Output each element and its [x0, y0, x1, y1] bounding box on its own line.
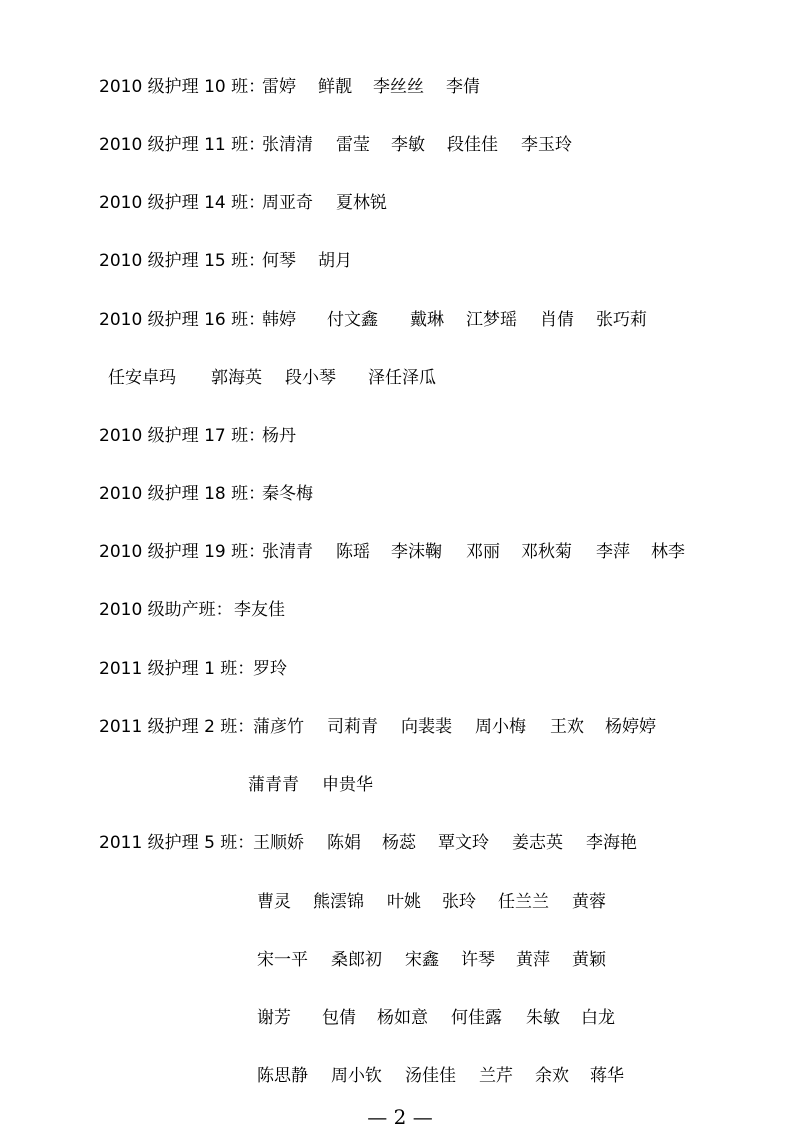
class-label: 2010 级助产班： — [99, 600, 233, 620]
student-name: 夏林锐 — [336, 193, 387, 213]
student-name: 任安卓玛 — [108, 368, 176, 388]
student-name: 付文鑫 — [327, 310, 378, 330]
student-name: 周亚奇 — [262, 193, 313, 213]
student-name: 李丝丝 — [373, 77, 424, 97]
student-name: 秦冬梅 — [262, 484, 313, 504]
student-name: 司莉青 — [327, 717, 378, 737]
student-name: 向裴裴 — [401, 717, 452, 737]
student-name: 任兰兰 — [498, 892, 549, 912]
student-name: 李海艳 — [586, 833, 637, 853]
class-label: 2010 级护理 19 班： — [99, 542, 266, 562]
student-name: 宋一平 — [257, 950, 308, 970]
class-label: 2010 级护理 15 班： — [99, 251, 266, 271]
class-label: 2011 级护理 5 班： — [99, 833, 255, 853]
class-label: 2010 级护理 14 班： — [99, 193, 266, 213]
student-name: 张巧莉 — [596, 310, 647, 330]
student-name: 雷莹 — [336, 135, 370, 155]
student-name: 雷婷 — [262, 77, 296, 97]
student-name: 泽任泽瓜 — [368, 368, 436, 388]
student-name: 胡月 — [318, 251, 352, 271]
student-name: 韩婷 — [262, 310, 296, 330]
student-name: 罗玲 — [253, 659, 287, 679]
student-name: 李玉玲 — [521, 135, 572, 155]
student-name: 肖倩 — [540, 310, 574, 330]
student-name: 陈思静 — [257, 1066, 308, 1086]
class-label: 2010 级护理 18 班： — [99, 484, 266, 504]
student-name: 朱敏 — [526, 1008, 560, 1028]
student-name: 熊澐锦 — [313, 892, 364, 912]
student-name: 周小梅 — [475, 717, 526, 737]
student-name: 汤佳佳 — [405, 1066, 456, 1086]
student-name: 何佳露 — [451, 1008, 502, 1028]
class-label: 2010 级护理 16 班： — [99, 310, 266, 330]
student-name: 黄蓉 — [572, 892, 606, 912]
class-label: 2011 级护理 1 班： — [99, 659, 255, 679]
student-name: 段小琴 — [285, 368, 336, 388]
class-label: 2011 级护理 2 班： — [99, 717, 255, 737]
student-name: 包倩 — [322, 1008, 356, 1028]
student-name: 张玲 — [442, 892, 476, 912]
student-name: 李友佳 — [234, 600, 285, 620]
student-name: 叶姚 — [387, 892, 421, 912]
student-name: 段佳佳 — [447, 135, 498, 155]
student-name: 蒲彦竹 — [253, 717, 304, 737]
student-name: 李倩 — [446, 77, 480, 97]
student-name: 李萍 — [596, 542, 630, 562]
student-name: 周小钦 — [331, 1066, 382, 1086]
student-name: 余欢 — [535, 1066, 569, 1086]
student-name: 张清清 — [262, 135, 313, 155]
student-name: 杨婷婷 — [605, 717, 656, 737]
student-name: 桑郎初 — [331, 950, 382, 970]
student-name: 邓秋菊 — [521, 542, 572, 562]
student-name: 王欢 — [550, 717, 584, 737]
student-name: 鲜靓 — [318, 77, 352, 97]
class-label: 2010 级护理 11 班： — [99, 135, 266, 155]
student-name: 白龙 — [581, 1008, 615, 1028]
student-name: 许琴 — [461, 950, 495, 970]
student-name: 黄萍 — [516, 950, 550, 970]
student-name: 姜志英 — [512, 833, 563, 853]
student-name: 戴琳 — [410, 310, 444, 330]
student-name: 江梦瑶 — [466, 310, 517, 330]
student-name: 李沫鞠 — [391, 542, 442, 562]
student-name: 王顺娇 — [253, 833, 304, 853]
student-name: 林李 — [651, 542, 685, 562]
student-name: 李敏 — [391, 135, 425, 155]
student-name: 郭海英 — [211, 368, 262, 388]
class-label: 2010 级护理 10 班： — [99, 77, 266, 97]
student-name: 何琴 — [262, 251, 296, 271]
student-name: 张清青 — [262, 542, 313, 562]
student-name: 兰芹 — [479, 1066, 513, 1086]
class-label: 2010 级护理 17 班： — [99, 426, 266, 446]
student-name: 申贵华 — [322, 775, 373, 795]
student-name: 谢芳 — [257, 1008, 291, 1028]
student-name: 杨蕊 — [382, 833, 416, 853]
page-number: — 2 — — [367, 1105, 433, 1129]
student-name: 陈娟 — [327, 833, 361, 853]
student-name: 邓丽 — [466, 542, 500, 562]
student-name: 杨如意 — [377, 1008, 428, 1028]
student-name: 覃文玲 — [438, 833, 489, 853]
student-name: 曹灵 — [257, 892, 291, 912]
student-name: 杨丹 — [262, 426, 296, 446]
student-name: 宋鑫 — [405, 950, 439, 970]
student-name: 蒋华 — [590, 1066, 624, 1086]
student-name: 陈瑶 — [336, 542, 370, 562]
student-name: 黄颖 — [572, 950, 606, 970]
student-name: 蒲青青 — [248, 775, 299, 795]
